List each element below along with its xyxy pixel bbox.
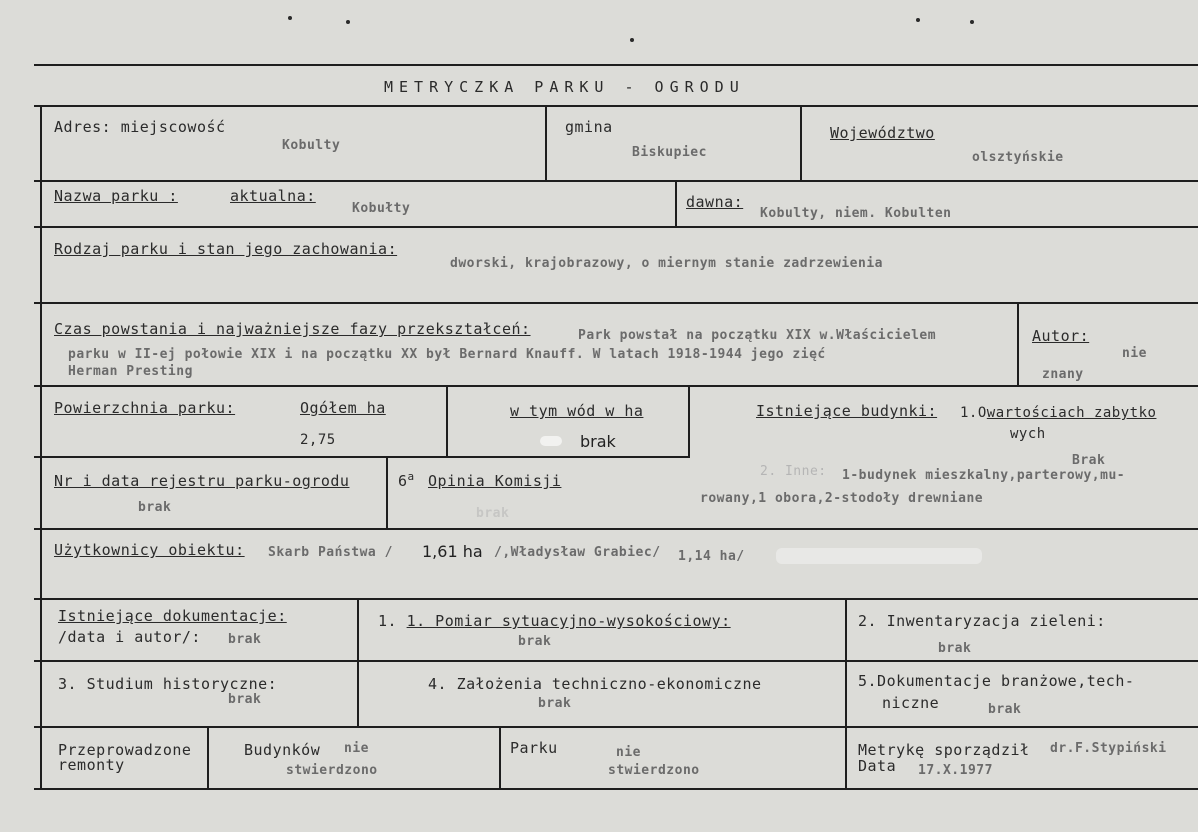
author-value-cont: znany xyxy=(1042,367,1084,382)
park-type-label: Rodzaj parku i stan jego zachowania: xyxy=(54,240,398,258)
greenery-value: brak xyxy=(938,641,972,656)
industry-docs-value: brak xyxy=(988,702,1022,717)
grid-line xyxy=(357,598,359,726)
buildings-item2-value-line1: 1-budynek mieszkalny,parterowy,mu- xyxy=(842,468,1126,483)
prepared-by-value: dr.F.Stypiński xyxy=(1050,741,1167,756)
buildings-item1-value: Brak xyxy=(1072,453,1106,468)
area-label: Powierzchnia parku: xyxy=(54,399,236,417)
repairs-label-cont: remonty xyxy=(58,756,125,774)
area-total-label: Ogółem ha xyxy=(300,399,386,417)
gmina-label: gmina xyxy=(565,118,613,136)
punch-dot xyxy=(970,20,974,24)
author-label: Autor: xyxy=(1032,327,1090,345)
punch-dot xyxy=(288,16,292,20)
grid-line xyxy=(845,598,847,726)
commission-number xyxy=(398,470,415,490)
buildings-item1-text: wartościach zabytko xyxy=(986,405,1157,421)
repairs-label: Przeprowadzone xyxy=(58,741,192,759)
author-value: nie xyxy=(1122,346,1147,361)
current-name-value: Kobułty xyxy=(352,201,411,216)
commission-label: Opinia Komisji xyxy=(428,472,562,490)
users-label: Użytkownicy obiektu: xyxy=(54,541,245,559)
grid-line xyxy=(499,726,501,788)
users-value-part3: 1,14 ha/ xyxy=(678,549,745,564)
history-value-line1: Park powstał na początku XIX w.Właścicielem xyxy=(578,328,937,343)
documentation-value: brak xyxy=(228,632,262,647)
card-title: METRYCZKA PARKU - OGRODU xyxy=(384,78,745,96)
current-name-label: aktualna: xyxy=(230,187,316,205)
grid-line xyxy=(34,385,1198,387)
grid-line xyxy=(545,105,547,180)
address-value: Kobulty xyxy=(282,138,341,153)
gmina-value: Biskupiec xyxy=(632,145,707,160)
buildings-item1-num: 1.O xyxy=(960,405,987,421)
technical-assumptions-label: 4. Założenia techniczno-ekonomiczne xyxy=(428,675,762,693)
prepared-by-label: Metrykę sporządził xyxy=(858,741,1030,759)
buildings-repairs-label: Budynków xyxy=(244,741,321,759)
buildings-repairs-value-cont: stwierdzono xyxy=(286,763,378,778)
grid-line xyxy=(34,180,1198,182)
punch-dot xyxy=(916,18,920,22)
industry-docs-label-cont: niczne xyxy=(882,694,940,712)
buildings-repairs-value: nie xyxy=(344,741,369,756)
grid-line xyxy=(34,302,1198,304)
area-total-value: 2,75 xyxy=(300,432,336,448)
commission-num: 6 xyxy=(398,472,408,490)
documentation-label-cont: /data i autor/: xyxy=(58,628,201,646)
correction-mark xyxy=(540,436,562,446)
history-label: Czas powstania i najważniejsze fazy przekształceń: xyxy=(54,320,531,338)
grid-line xyxy=(34,105,1198,107)
commission-value: brak xyxy=(476,506,510,521)
technical-assumptions-value: brak xyxy=(538,696,572,711)
date-label: Data xyxy=(858,757,897,775)
park-name-label: Nazwa parku : xyxy=(54,187,178,205)
grid-line xyxy=(34,660,1198,662)
former-name-value: Kobulty, niem. Kobulten xyxy=(760,206,952,221)
grid-line xyxy=(386,456,388,528)
grid-line xyxy=(1017,302,1019,385)
park-repairs-label: Parku xyxy=(510,739,558,757)
history-value-line3: Herman Presting xyxy=(68,364,193,379)
water-area-label: w tym wód w ha xyxy=(510,402,644,420)
grid-line xyxy=(446,385,448,456)
date-value: 17.X.1977 xyxy=(918,763,993,778)
historical-study-value: brak xyxy=(228,692,262,707)
water-area-value: brak xyxy=(580,432,616,451)
punch-dot xyxy=(630,38,634,42)
survey-label: 1. 1. Pomiar sytuacyjno-wysokościowy: xyxy=(378,612,731,630)
buildings-item1 xyxy=(960,405,1156,421)
survey-value: brak xyxy=(518,634,552,649)
buildings-label: Istniejące budynki: xyxy=(756,402,938,420)
address-label: Adres: miejscowość xyxy=(54,118,226,136)
industry-docs-label: 5.Dokumentacje branżowe,tech- xyxy=(858,672,1135,690)
greenery-label: 2. Inwentaryzacja zieleni: xyxy=(858,612,1106,630)
grid-line xyxy=(675,180,677,226)
punch-dot xyxy=(346,20,350,24)
grid-line xyxy=(34,456,690,458)
buildings-item2-label: 2. Inne: xyxy=(760,464,827,479)
erased-text-mark xyxy=(776,548,982,564)
grid-line xyxy=(207,726,209,788)
commission-sup: a xyxy=(407,470,415,483)
register-value: brak xyxy=(138,500,172,515)
users-value-part1: Skarb Państwa / xyxy=(268,545,393,560)
users-value-part2: /,Władysław Grabiec/ xyxy=(494,545,661,560)
buildings-item1-cont: wych xyxy=(1010,426,1046,442)
voivodeship-value: olsztyńskie xyxy=(972,150,1064,165)
grid-line xyxy=(40,105,42,788)
register-label: Nr i data rejestru parku-ogrodu xyxy=(54,472,350,490)
grid-line xyxy=(845,726,847,788)
grid-line xyxy=(34,226,1198,228)
historical-study-label: 3. Studium historyczne: xyxy=(58,675,278,693)
voivodeship-label: Województwo xyxy=(830,124,935,142)
users-value-handwritten: 1,61 ha xyxy=(422,542,483,561)
former-name-label: dawna: xyxy=(686,193,744,211)
title-top-rule xyxy=(34,64,1198,66)
history-value-line2: parku w II-ej połowie XIX i na początku XX był Bernard Knauff. W latach 1918-1944 jego zięć xyxy=(68,347,826,362)
buildings-item2-value-line2: rowany,1 obora,2-stodoły drewniane xyxy=(700,491,984,506)
survey-label-text: 1. Pomiar sytuacyjno-wysokościowy: xyxy=(406,612,731,630)
grid-line xyxy=(34,598,1198,600)
grid-line xyxy=(34,528,1198,530)
park-type-value: dworski, krajobrazowy, o miernym stanie zadrzewienia xyxy=(450,256,883,271)
park-repairs-value-cont: stwierdzono xyxy=(608,763,700,778)
grid-line xyxy=(800,105,802,180)
grid-line xyxy=(688,385,690,456)
grid-line xyxy=(34,788,1198,790)
park-repairs-value: nie xyxy=(616,745,641,760)
documentation-label: Istniejące dokumentacje: xyxy=(58,607,287,625)
